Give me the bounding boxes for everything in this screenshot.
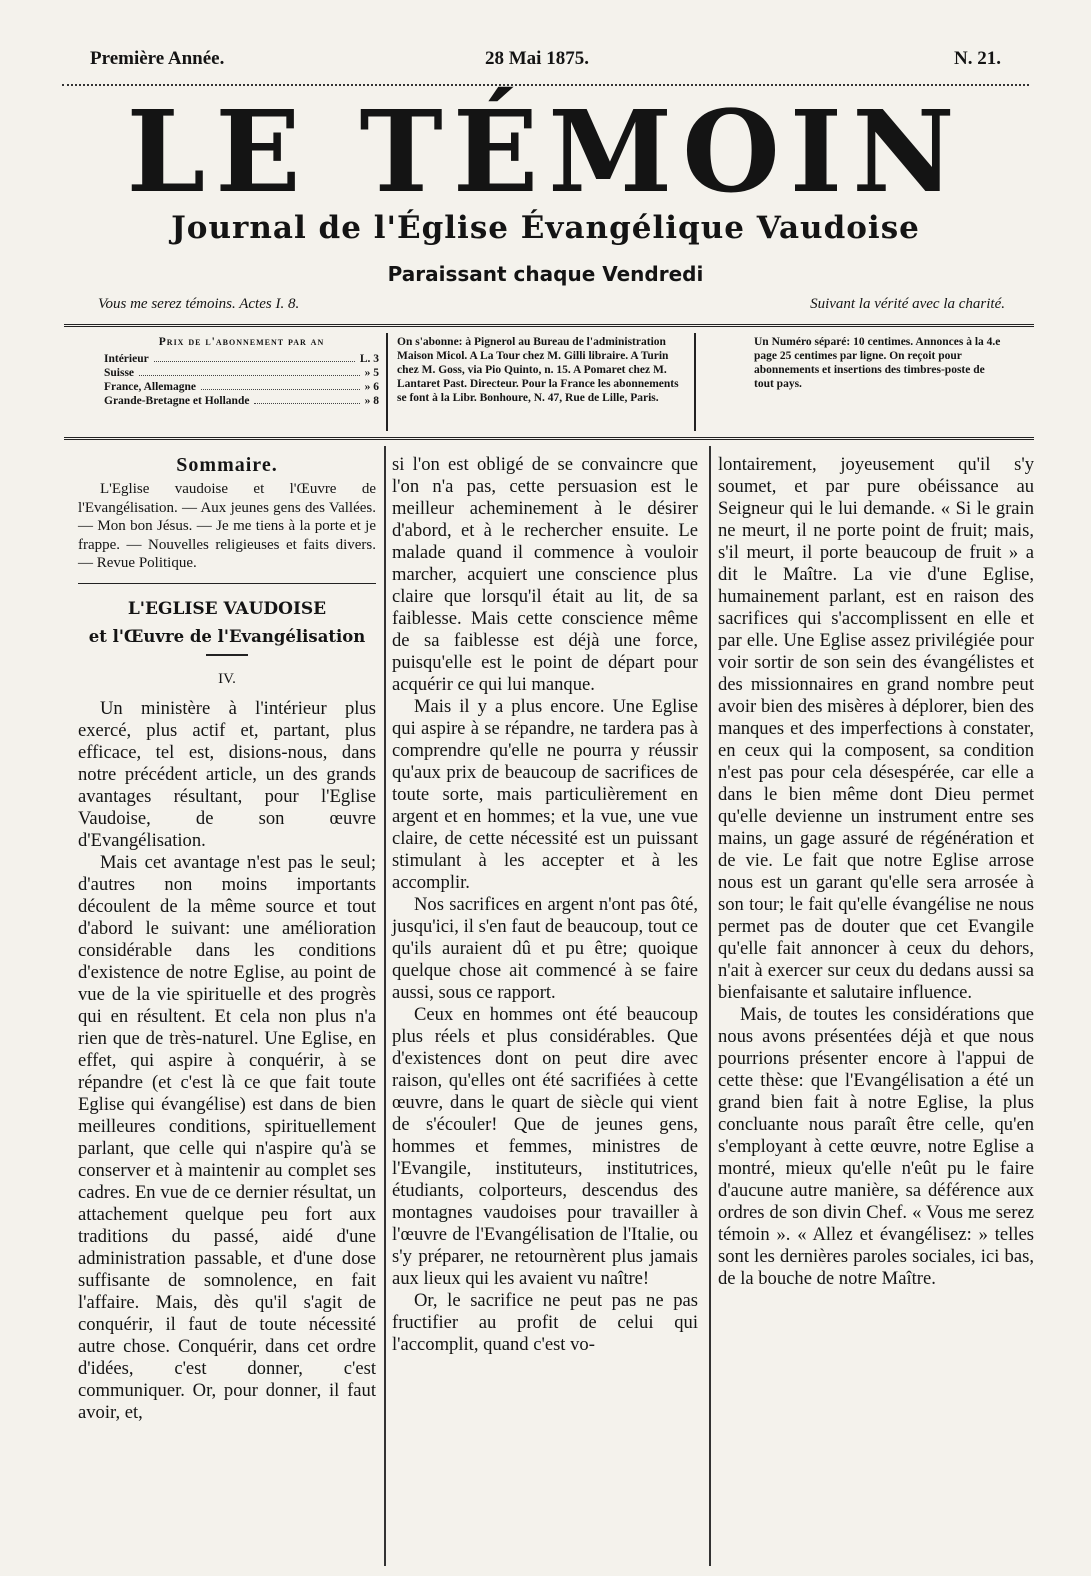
- title-rule: [206, 654, 248, 656]
- masthead-subtitle: Journal de l'Église Évangélique Vaudoise: [171, 210, 920, 246]
- price-label: Grande-Bretagne et Hollande: [104, 395, 250, 407]
- price-value: » 8: [364, 395, 379, 407]
- leader-dots: [254, 394, 359, 404]
- price-label: France, Allemagne: [104, 381, 196, 393]
- column-2: [392, 454, 698, 1356]
- motto-right: Suivant la vérité avec la charité.: [810, 296, 1005, 312]
- year-label: Première Année.: [90, 48, 225, 69]
- article-subtitle: et l'Œuvre de l'Evangélisation: [88, 626, 366, 646]
- sommaire-heading: Sommaire.: [176, 454, 278, 476]
- column-3: [718, 454, 1034, 1290]
- leader-dots: [139, 366, 360, 376]
- price-row: [104, 394, 379, 408]
- box-divider: [694, 333, 696, 431]
- price-label: Intérieur: [104, 353, 149, 365]
- price-row: [104, 380, 379, 394]
- issue-date: 28 Mai 1875.: [485, 48, 589, 69]
- box-divider: [386, 333, 388, 431]
- subscription-where: On s'abonne: à Pignerol au Bureau de l'administration Maison Micol. A La Tour chez M. Gilli libraire. A Turin chez M. Goss, via Pio Quinto, n. 15. A Pomaret chez M. Lantaret Past. Directeur. Pour la France les abonnements se font à la Libr. Bonhoure, N. 47, Rue de Lille, Paris.: [397, 336, 679, 404]
- leader-dots: [201, 380, 360, 390]
- price-row: [104, 352, 379, 366]
- column-1: [78, 454, 376, 1424]
- paragraph: Nos sacrifices en argent n'ont pas ôté, jusqu'ici, il s'en faut de beaucoup, tout ce qu'ils auraient dû et pu être; quoique quelque chose ait commencé à se faire aussi, sous ce rapport.: [392, 894, 698, 1003]
- column-rule: [709, 446, 711, 1566]
- column-rule: [384, 446, 386, 1566]
- paragraph: Un ministère à l'intérieur plus exercé, plus actif et, partant, plus efficace, tel est, disions-nous, dans notre précédent article, un des grands avantages résultant, pour l'Eglise Vaudoise, de son œuvre d'Evangélisation.: [78, 697, 376, 851]
- separator: [78, 583, 376, 584]
- masthead-title: LE TÉMOIN: [126, 87, 965, 218]
- price-heading: Prix de l'abonnement par an: [158, 336, 325, 348]
- paragraph: lontairement, joyeusement qu'il s'y soumet, et par pure obéissance au Seigneur qui le lui demande. « Si le grain ne meurt, il ne porte point de fruit; mais, s'il meurt, il porte beaucoup de fruit » a dit le Maître. La vie d'une Eglise, humainement parlant, est en raison des sacrifices qui s'accomplissent en elle et par elle. Une Eglise assez privilégiée pour voir sortir de son sein des évangélistes et des missionnaires en grand nombre peut avoir bien des misères à déplorer, bien des manques et des imperfections à constater, en ceux qui la composent, sa condition n'est pas pour cela désespérée, car elle a dans le bien même dont Dieu permet qu'elle devienne un instrument entre ses mains, un gage assuré de régénération et de vie. Le fait que notre Eglise arrose nous est un garant qu'elle sera arrosée à son tour; le fait qu'elle évangélise ne nous permet pas de douter que cet Evangile qu'elle fait annoncer à ceux du dehors, n'ait à exercer sur ceux du dedans aussi sa bienfaisante et salutaire influence.: [718, 454, 1034, 1003]
- paragraph: Mais cet avantage n'est pas le seul; d'autres non moins importants découlent de la même source et tout d'abord le suivant: une amélioration considérable dans les conditions d'existence de notre Eglise, au point de vue de la vie spirituelle et des progrès qui en résultent. Et cela non plus n'a rien que de très-naturel. Une Eglise, en effet, qui aspire à conquérir, à se répandre (et c'est là ce que fait toute Eglise qui évangélise) est dans de bien meilleures conditions, spirituellement parlant, que celle qui n'aspire qu'à se conserver et à maintenir au complet ses cadres. En vue de ce dernier résultat, un attachement quelque peu fort aux traditions du passé, aidé d'une administration passable, et d'une dose suffisante de somnolence, en fait l'affaire. Mais, dès qu'il s'agit de conquérir, il faut de toute nécessité autre chose. Conquérir, dans cet ordre d'idées, c'est donner, c'est communiquer. Or, pour donner, il faut avoir, et,: [78, 851, 376, 1423]
- header-rule: [62, 76, 1029, 86]
- article-title: L'EGLISE VAUDOISE: [127, 598, 327, 619]
- paragraph: Mais, de toutes les considérations que nous avons présentées déjà et que nous pourrions présenter encore à l'appui de cette thèse: que l'Evangélisation a été un grand bien fait à notre Eglise, la plus concluante nous paraît être celle, qu'en s'employant à cette œuvre, notre Eglise a montré, mieux qu'elle n'eût pu le faire d'aucune autre manière, sa déférence aux ordres de son divin Chef. « Vous me serez témoin ». « Allez et évangélisez: » telles sont les dernières paroles sociales, ici bas, de la bouche de notre Maître.: [718, 1004, 1034, 1289]
- price-value: L. 3: [359, 353, 379, 365]
- price-value: » 6: [364, 381, 379, 393]
- publication-frequency: Paraissant chaque Vendredi: [387, 262, 704, 286]
- article-part-number: IV.: [218, 670, 236, 687]
- paragraph: Or, le sacrifice ne peut pas ne pas fructifier au profit de celui qui l'accomplit, quand c'est vo-: [392, 1290, 698, 1355]
- subscription-box: [64, 324, 1034, 440]
- price-row: [104, 366, 379, 380]
- sommaire-text: L'Eglise vaudoise et l'Œuvre de l'Evangélisation. — Aux jeunes gens des Vallées. — Mon bon Jésus. — Je me tiens à la porte et je frappe. — Nouvelles religieuses et faits divers. — Revue Politique.: [78, 481, 376, 571]
- issue-line: [70, 48, 1021, 76]
- leader-dots: [154, 352, 355, 362]
- price-list: [104, 335, 379, 408]
- paragraph: Ceux en hommes ont été beaucoup plus réels et plus considérables. Que d'existences dont on peut dire avec raison, qu'elles ont été sacrifiées à cette œuvre, dans le quart de siècle qui vient de s'écouler! Que de jeunes gens, hommes et femmes, ministres de l'Evangile, instituteurs, institutrices, étudiants, colporteurs, descendus des montagnes vaudoises pour travailler à l'œuvre de l'Evangélisation de l'Italie, ou s'y préparer, ne retournèrent plus jamais aux lieux qui les avaient vu naître!: [392, 1004, 698, 1289]
- motto-left: Vous me serez témoins. Actes I. 8.: [98, 296, 300, 312]
- paragraph: si l'on est obligé de se convaincre que l'on n'a pas, cette persuasion est le meilleur acheminement à le désirer d'abord, et à le rechercher ensuite. Le malade quand il commence à vouloir marcher, acquiert une conscience plus claire que lorsqu'il était au lit, de sa faiblesse. Mais cette conscience même de sa faiblesse est déjà une force, puisqu'elle est le point de départ pour acquérir ce qui lui manque.: [392, 454, 698, 695]
- price-label: Suisse: [104, 367, 135, 379]
- issue-number: N. 21.: [954, 48, 1001, 69]
- price-value: » 5: [364, 367, 379, 379]
- subscription-notes: Un Numéro séparé: 10 centimes. Annonces à la 4.e page 25 centimes par ligne. On reçoit pour abonnements et insertions des timbres-poste de tout pays.: [754, 336, 1001, 390]
- paragraph: Mais il y a plus encore. Une Eglise qui aspire à se répandre, ne tardera pas à comprendre qu'elle ne pourra y réussir qu'aux prix de beaucoup de sacrifices de toute sorte, mais particulièrement en argent et en hommes; et la vue, une vue claire, de cette nécessité est un puissant stimulant à les accepter et à les accomplir.: [392, 696, 698, 893]
